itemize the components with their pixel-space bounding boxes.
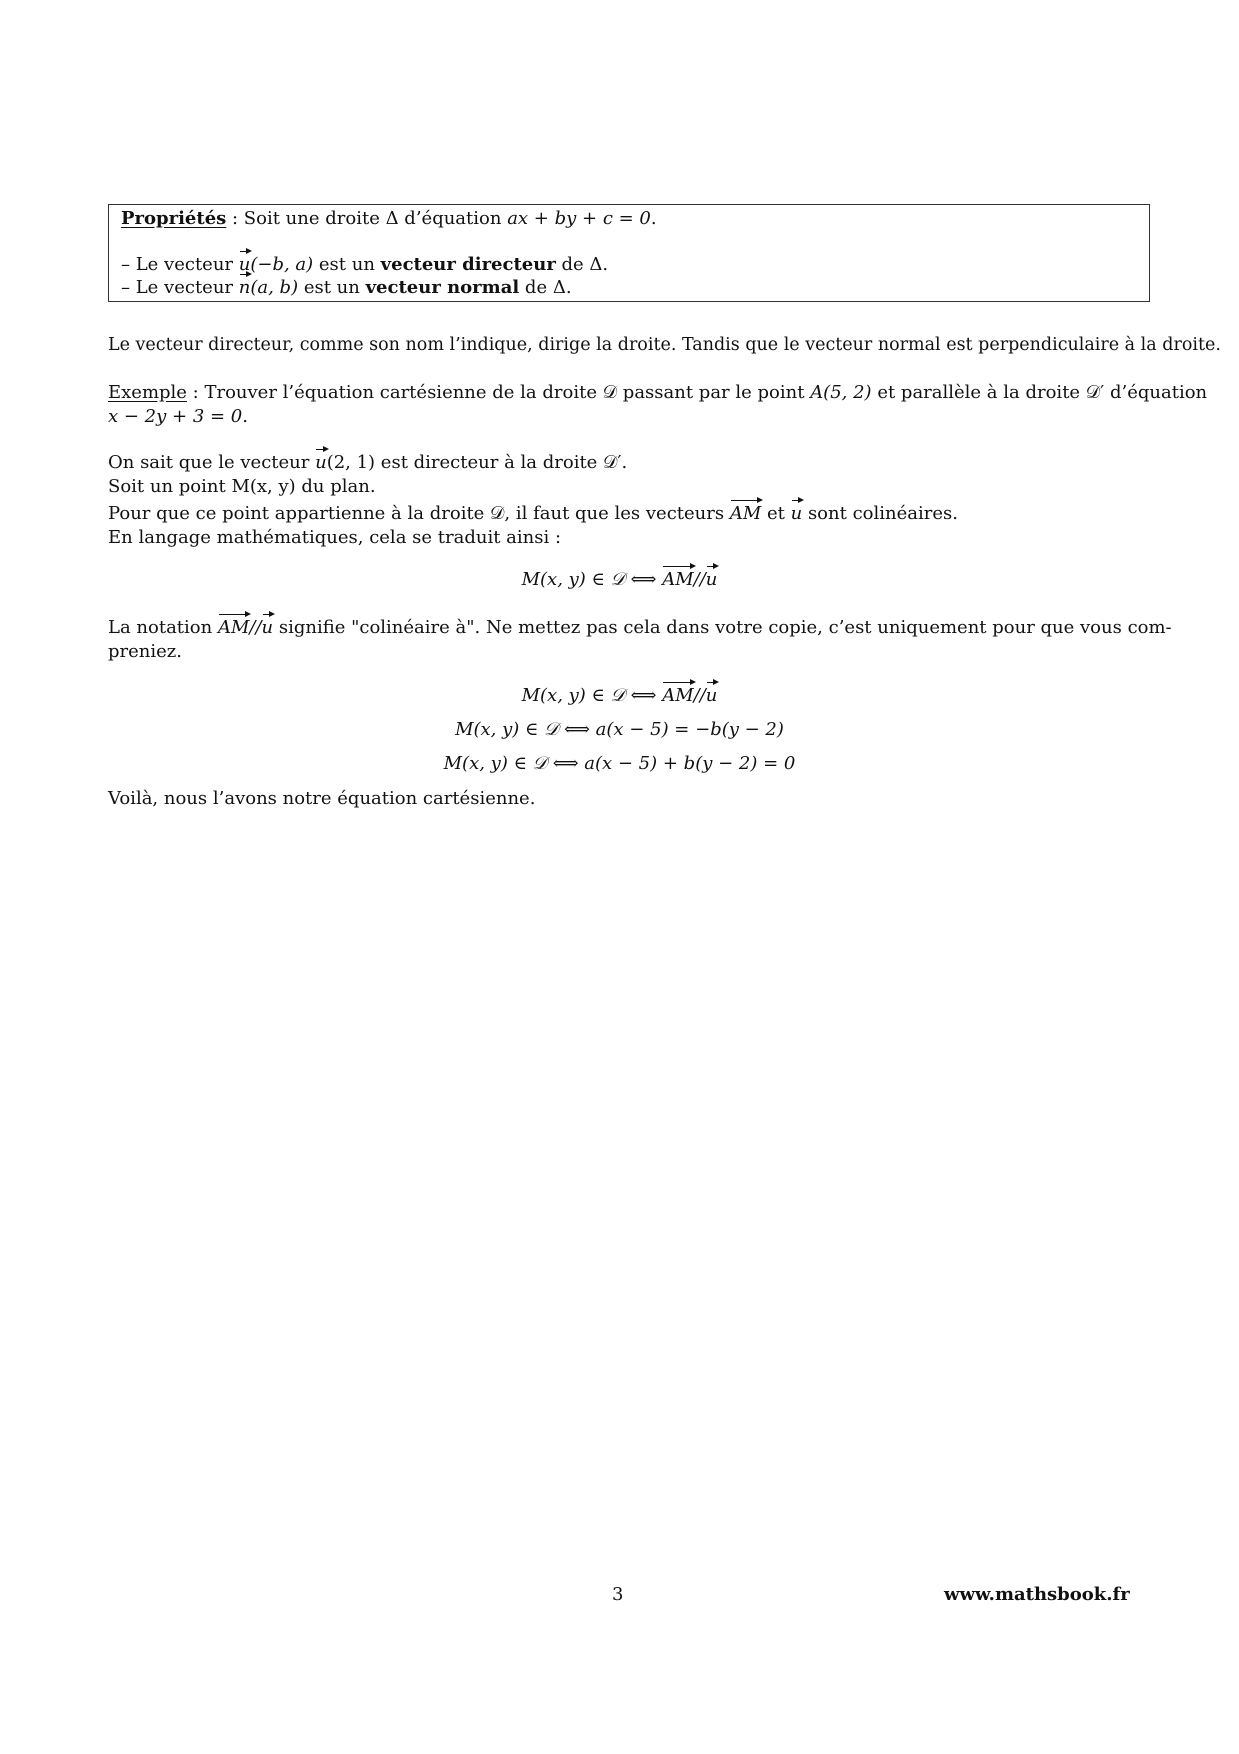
solution-line-1: On sait que le vecteur u(2, 1) est directeur à la droite 𝒟′. [108,452,628,473]
solution-line-2: Soit un point M(x, y) du plan. [108,476,376,497]
display-equation-3: M(x, y) ∈ 𝒟 ⟺ a(x − 5) = −b(y − 2) [455,719,784,740]
paragraph-directeur: Le vecteur directeur, comme son nom l’indique, dirige la droite. Tandis que le vecteur normal est perpendiculaire à la droite. [108,335,1221,355]
vector-u: u [790,503,803,524]
example-statement: Exemple : Trouver l’équation cartésienne de la droite 𝒟 passant par le point A(5, 2) et parallèle à la droite 𝒟′ d’équation [108,382,1208,403]
solution-line-3: Pour que ce point appartienne à la droite 𝒟, il faut que les vecteurs AM et u sont colinéaires. [108,503,958,524]
property-item-normal: – Le vecteur n(a, b) est un vecteur normal de Δ. [121,277,572,298]
vector-n: n [238,277,251,298]
footer-website: www.mathsbook.fr [944,1584,1130,1605]
solution-line-4: En langage mathématiques, cela se traduit ainsi : [108,527,562,548]
properties-heading: Propriétés [121,208,227,229]
display-equation-4: M(x, y) ∈ 𝒟 ⟺ a(x − 5) + b(y − 2) = 0 [443,753,796,774]
vector-u: u [238,254,251,275]
property-item-directeur: – Le vecteur u(−b, a) est un vecteur directeur de Δ. [121,254,609,275]
vector-am: AM [662,569,694,590]
vector-am: AM [662,685,694,706]
vector-u: u [261,617,274,638]
example-label: Exemple [108,382,187,403]
vector-u: u [315,452,327,473]
vector-u: u [705,685,718,706]
notation-paragraph: La notation AM//u signifie "colinéaire à". Ne mettez pas cela dans votre copie, c’est uniquement pour que vous com- [108,617,1172,638]
page-number: 3 [612,1584,624,1605]
notation-paragraph-end: preniez. [108,641,182,662]
example-equation: x − 2y + 3 = 0. [108,406,248,427]
display-equation-1: M(x, y) ∈ 𝒟 ⟺ AM//u [521,569,718,590]
properties-intro: Propriétés : Soit une droite Δ d’équation ax + by + c = 0. [121,208,657,229]
vector-am: AM [729,503,762,524]
vector-u: u [705,569,718,590]
conclusion: Voilà, nous l’avons notre équation cartésienne. [108,788,536,809]
vector-am: AM [217,617,250,638]
properties-box [108,204,1150,302]
display-equation-2: M(x, y) ∈ 𝒟 ⟺ AM//u [521,685,718,706]
